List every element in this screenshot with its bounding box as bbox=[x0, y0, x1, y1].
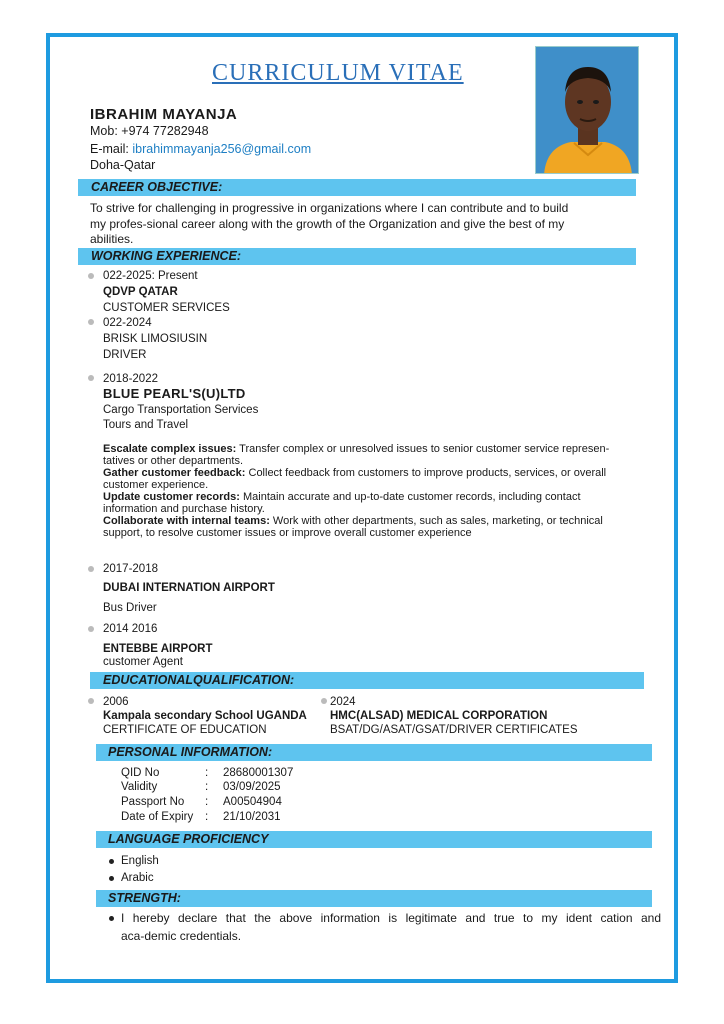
duty-4 bbox=[103, 515, 638, 527]
edu-1-certificate: CERTIFICATE OF EDUCATION bbox=[103, 724, 267, 736]
email-label: E-mail: bbox=[90, 142, 129, 156]
colon: : bbox=[205, 781, 209, 793]
section-language: LANGUAGE PROFICIENCY bbox=[96, 831, 652, 848]
duty-1-text: Transfer complex or unresolved issues to senior customer service represen- bbox=[236, 443, 610, 455]
section-personal-info: PERSONAL INFORMATION: bbox=[96, 744, 652, 761]
career-line-2: my profes-sional career along with the growth of the Organization and give the best of my bbox=[90, 217, 565, 231]
language-arabic: Arabic bbox=[121, 872, 154, 884]
list-bullet bbox=[88, 273, 94, 279]
duty-3-head: Update customer records: bbox=[103, 491, 240, 503]
language-english: English bbox=[121, 855, 159, 867]
job-5-role: customer Agent bbox=[103, 656, 183, 668]
job-5-period: 2014 2016 bbox=[103, 623, 158, 635]
list-bullet bbox=[88, 375, 94, 381]
person-photo-icon bbox=[536, 47, 639, 174]
document-title: CURRICULUM VITAE bbox=[212, 60, 464, 86]
job-4-role: Bus Driver bbox=[103, 602, 157, 614]
section-strength: STRENGTH: bbox=[96, 890, 652, 907]
colon: : bbox=[205, 767, 209, 779]
location: Doha-Qatar bbox=[90, 158, 156, 172]
profile-photo bbox=[535, 46, 639, 174]
list-bullet bbox=[321, 698, 327, 704]
duty-2 bbox=[103, 467, 638, 479]
duty-4-text: Work with other departments, such as sales, marketing, or technical bbox=[269, 515, 603, 527]
strength-line-1: I hereby declare that the above information is legitimate and true to my ident cation and bbox=[121, 911, 661, 925]
section-working-experience: WORKING EXPERIENCE: bbox=[78, 248, 636, 265]
colon: : bbox=[205, 796, 209, 808]
job-1-company: QDVP QATAR bbox=[103, 286, 178, 298]
email-link[interactable]: ibrahimmayanja256@gmail.com bbox=[132, 142, 312, 156]
list-bullet bbox=[109, 916, 114, 921]
job-3-company: BLUE PEARL'S(U)LTD bbox=[103, 386, 246, 401]
career-line-3: abilities. bbox=[90, 232, 134, 246]
job-4-company: DUBAI INTERNATION AIRPORT bbox=[103, 582, 275, 594]
section-education: EDUCATIONALQUALIFICATION: bbox=[90, 672, 644, 689]
duty-1 bbox=[103, 443, 638, 455]
person-name: IBRAHIM MAYANJA bbox=[90, 106, 238, 123]
strength-line-2: aca-demic credentials. bbox=[121, 929, 242, 943]
job-1-period: 022-2025: Present bbox=[103, 270, 198, 282]
duty-3 bbox=[103, 491, 638, 503]
mobile-label: Mob: bbox=[90, 124, 118, 138]
edu-1-school: Kampala secondary School UGANDA bbox=[103, 710, 307, 722]
edu-2-school: HMC(ALSAD) MEDICAL CORPORATION bbox=[330, 710, 548, 722]
duty-1-head: Escalate complex issues: bbox=[103, 443, 237, 455]
duty-4-cont: support, to resolve customer issues or improve overall customer experience bbox=[103, 527, 472, 539]
duty-2-head: Gather customer feedback: bbox=[103, 467, 246, 479]
duty-2-text: Collect feedback from customers to improve products, services, or overall bbox=[245, 467, 607, 479]
list-bullet bbox=[88, 566, 94, 572]
duty-2-cont: customer experience. bbox=[103, 479, 209, 491]
passport-value: A00504904 bbox=[223, 796, 282, 808]
validity-value: 03/09/2025 bbox=[223, 781, 281, 793]
job-3-period: 2018-2022 bbox=[103, 373, 158, 385]
edu-1-year: 2006 bbox=[103, 696, 129, 708]
job-3-role-1: Cargo Transportation Services bbox=[103, 404, 259, 416]
qid-label: QID No bbox=[121, 767, 160, 779]
passport-label: Passport No bbox=[121, 796, 185, 808]
job-1-role: CUSTOMER SERVICES bbox=[103, 302, 230, 314]
email-line bbox=[90, 142, 311, 156]
edu-2-year: 2024 bbox=[330, 696, 356, 708]
job-2-period: 022-2024 bbox=[103, 317, 152, 329]
list-bullet bbox=[88, 698, 94, 704]
job-2-company: BRISK LIMOSIUSIN bbox=[103, 333, 208, 345]
expiry-value: 21/10/2031 bbox=[223, 811, 281, 823]
expiry-label: Date of Expiry bbox=[121, 811, 194, 823]
job-5-company: ENTEBBE AIRPORT bbox=[103, 643, 213, 655]
duty-1-cont: tatives or other departments. bbox=[103, 455, 244, 467]
edu-2-certificate: BSAT/DG/ASAT/GSAT/DRIVER CERTIFICATES bbox=[330, 724, 578, 736]
job-4-period: 2017-2018 bbox=[103, 563, 158, 575]
duty-3-cont: information and purchase history. bbox=[103, 503, 265, 515]
list-bullet bbox=[88, 626, 94, 632]
duty-3-text: Maintain accurate and up-to-date customer records, including contact bbox=[239, 491, 581, 503]
career-line-1: To strive for challenging in progressive in organizations where I can contribute and to build bbox=[90, 201, 569, 215]
mobile-number: +974 77282948 bbox=[121, 124, 209, 138]
colon: : bbox=[205, 811, 209, 823]
duty-4-head: Collaborate with internal teams: bbox=[103, 515, 270, 527]
qid-value: 28680001307 bbox=[223, 767, 294, 779]
section-career-objective: CAREER OBJECTIVE: bbox=[78, 179, 636, 196]
list-bullet bbox=[109, 876, 114, 881]
job-3-role-2: Tours and Travel bbox=[103, 419, 189, 431]
duties-block bbox=[103, 443, 638, 539]
list-bullet bbox=[88, 319, 94, 325]
validity-label: Validity bbox=[121, 781, 158, 793]
job-2-role: DRIVER bbox=[103, 349, 147, 361]
mobile-line bbox=[90, 124, 209, 138]
list-bullet bbox=[109, 859, 114, 864]
